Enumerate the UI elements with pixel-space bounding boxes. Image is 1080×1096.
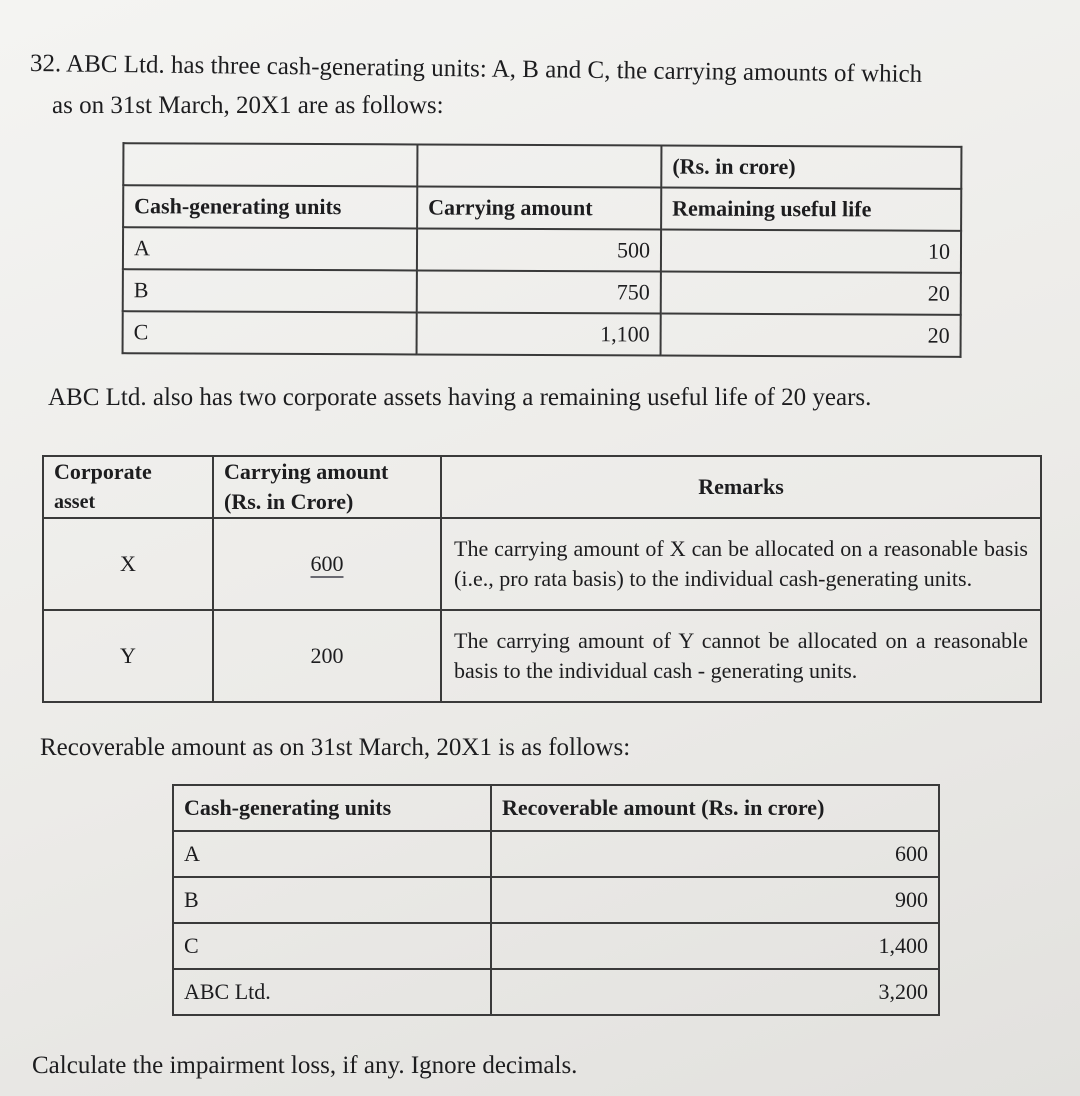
table-row [43,518,1041,610]
header-recoverable-amount: Recoverable amount (Rs. in crore) [491,785,939,831]
life-cell: 20 [661,314,961,357]
header-remarks: Remarks [441,456,1041,518]
header-remaining-life: Remaining useful life [661,188,961,231]
remark-cell: The carrying amount of X can be allocated on a reasonable basis (i.e., pro rata basis) to the individual cash-generating units. [441,518,1041,610]
carrying-cell: 500 [417,228,661,271]
header-amount-line2: (Rs. in Crore) [224,489,354,514]
header-corporate-asset [43,456,213,518]
table-row [123,269,961,315]
unit-note: (Rs. in crore) [661,146,961,189]
table-row [123,143,961,189]
carrying-cell: 750 [417,270,661,313]
question-line-1: 32. ABC Ltd. has three cash-generating units: A, B and C, the carrying amounts of which [29,50,923,88]
header-asset-line1: Corporate [54,459,152,484]
life-cell: 20 [661,272,961,315]
table-row [173,923,939,969]
corporate-assets-table [42,455,1042,703]
header-amount-line1: Carrying amount [224,459,389,484]
recoverable-cell: 1,400 [491,923,939,969]
header-cgu: Cash-generating units [123,185,417,228]
table-row [173,969,939,1015]
table-row [43,610,1041,702]
table-row [123,311,961,357]
table-header-row [43,456,1041,518]
asset-cell: X [43,518,213,610]
unit-cell: A [173,831,491,877]
asset-cell: Y [43,610,213,702]
amount-cell [213,518,441,610]
carrying-amount-table [122,142,963,358]
question-line-2: as on 31st March, 20X1 are as follows: [52,92,444,119]
corporate-intro: ABC Ltd. also has two corporate assets having a remaining useful life of 20 years. [48,384,872,411]
table-row [173,877,939,923]
life-cell: 10 [661,230,961,273]
remark-cell: The carrying amount of Y cannot be allocated on a reasonable basis to the individual cash - generating units. [441,610,1041,702]
unit-cell: C [173,923,491,969]
recoverable-cell: 600 [491,831,939,877]
table-row [123,227,961,273]
recoverable-cell: 900 [491,877,939,923]
carrying-cell: 1,100 [417,312,661,355]
recoverable-intro: Recoverable amount as on 31st March, 20X1 is as follows: [40,734,631,761]
unit-cell: ABC Ltd. [173,969,491,1015]
amount-value: 600 [310,551,344,576]
header-asset-line2: asset [54,491,96,513]
unit-cell: B [173,877,491,923]
header-carrying-amount: Carrying amount [417,186,661,229]
header-cgu: Cash-generating units [173,785,491,831]
instruction: Calculate the impairment loss, if any. Ignore decimals. [32,1052,578,1079]
table-header-row [123,185,961,231]
unit-cell: A [123,227,417,270]
amount-cell: 200 [213,610,441,702]
table-row [173,831,939,877]
unit-cell: C [123,311,417,354]
header-carrying-amount [213,456,441,518]
recoverable-cell: 3,200 [491,969,939,1015]
table-header-row [173,785,939,831]
unit-cell: B [123,269,417,312]
recoverable-amount-table [172,784,940,1016]
